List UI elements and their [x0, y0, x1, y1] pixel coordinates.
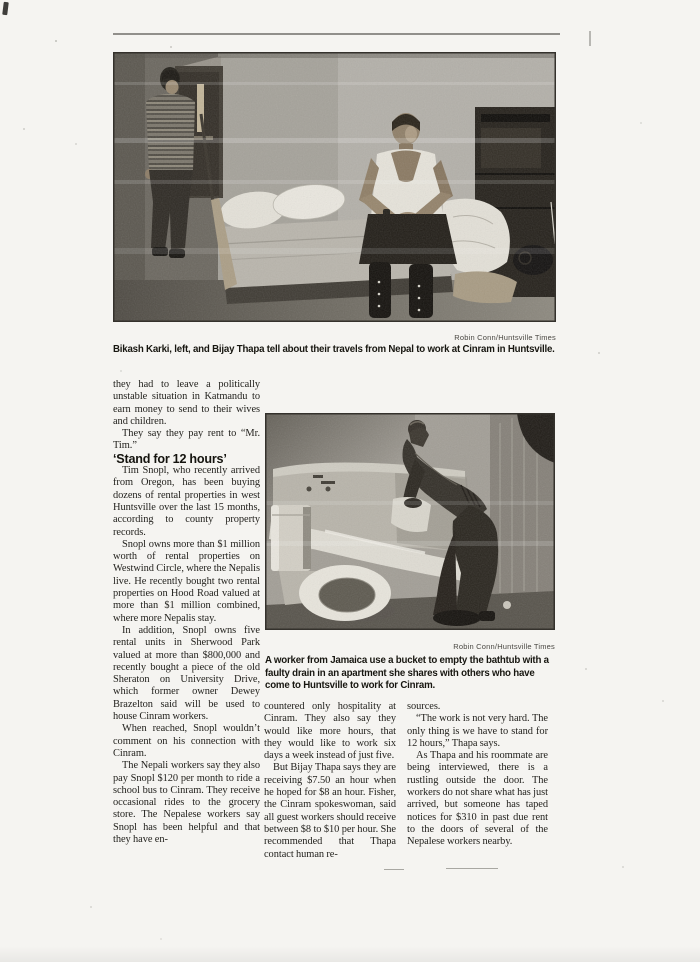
- paragraph: In addition, Snopl owns five rental units in Sherwood Park valued at more than $800,000 and recently bought a piece of the old Sheraton on University Drive, which former owner Dewey Brazelton said will be used to house Cinram workers.: [113, 624, 260, 723]
- end-rule-large: [446, 868, 498, 869]
- paragraph: The Nepali workers say they also pay Snopl $120 per month to ride a school bus to Cinram. They receive occasional rides to the grocery store. The Nepalese workers say Snopl has been helpful and that they have en-: [113, 760, 260, 845]
- photo-bathtub-credit: Robin Conn/Huntsville Times: [453, 642, 555, 651]
- paragraph: But Bijay Thapa says they are receiving $7.50 an hour when he hoped for $8 an hour. Fisher, the Cinram spokeswoman, said all guest workers should receive between $8 to $10 per hour. She recommended that Thapa contact human re-: [264, 762, 396, 860]
- photo-bedroom: [113, 52, 556, 322]
- scan-tick-mark: [589, 31, 591, 46]
- paragraph: sources.: [407, 701, 441, 712]
- paragraph: Tim Snopl, who recently arrived from Oregon, has been buying dozens of rental properties in west Huntsville over the last 15 months, according to county property records.: [113, 465, 260, 538]
- paragraph: They say they pay rent to “Mr. Tim.”: [113, 428, 260, 452]
- paragraph: they had to leave a politically unstable situation in Katmandu to earn money to send to their wives and children.: [113, 379, 260, 427]
- article-column-middle: [264, 701, 396, 861]
- scan-corner-mark: [2, 2, 9, 16]
- article-column-left: [113, 379, 260, 846]
- scan-speckles: [0, 0, 2, 2]
- paragraph: Snopl owns more than $1 million worth of rental properties on Westwind Circle, where the Nepalis live. He recently bought two rental properties on Hood Road valued at more than $1 million combined, where more Nepalis stay.: [113, 538, 260, 624]
- end-rule-small: [384, 869, 404, 870]
- article-column-right: [407, 701, 548, 849]
- top-rule: [113, 33, 560, 35]
- paragraph: As Thapa and his roommate are being interviewed, there is a rustling outside the door. The workers do not share what has just arrived, but someone has taped notices for $310 in past due rent to the doors of several of the Nepalese workers nearby.: [407, 750, 548, 848]
- photo-bedroom-caption: Bikash Karki, left, and Bijay Thapa tell about their travels from Nepal to work at Cinram in Huntsville.: [113, 344, 555, 355]
- paragraph: countered only hospitality at Cinram. They also say they would like more hours, that they would like to work six days a week instead of just five.: [264, 701, 396, 762]
- section-subhead: ‘Stand for 12 hours’: [113, 451, 227, 466]
- photo-bedroom-credit: Robin Conn/Huntsville Times: [454, 333, 556, 342]
- photo-bathtub: [265, 413, 555, 630]
- photo-bathtub-caption: A worker from Jamaica use a bucket to empty the bathtub with a faulty drain in an apartment she shares with others who have come to Huntsville to work for Cinram.: [265, 655, 549, 692]
- paragraph: When reached, Snopl wouldn’t comment on his connection with Cinram.: [113, 723, 260, 759]
- paragraph: “The work is not very hard. The only thing is we have to stand for 12 hours,” Thapa says.: [407, 713, 548, 749]
